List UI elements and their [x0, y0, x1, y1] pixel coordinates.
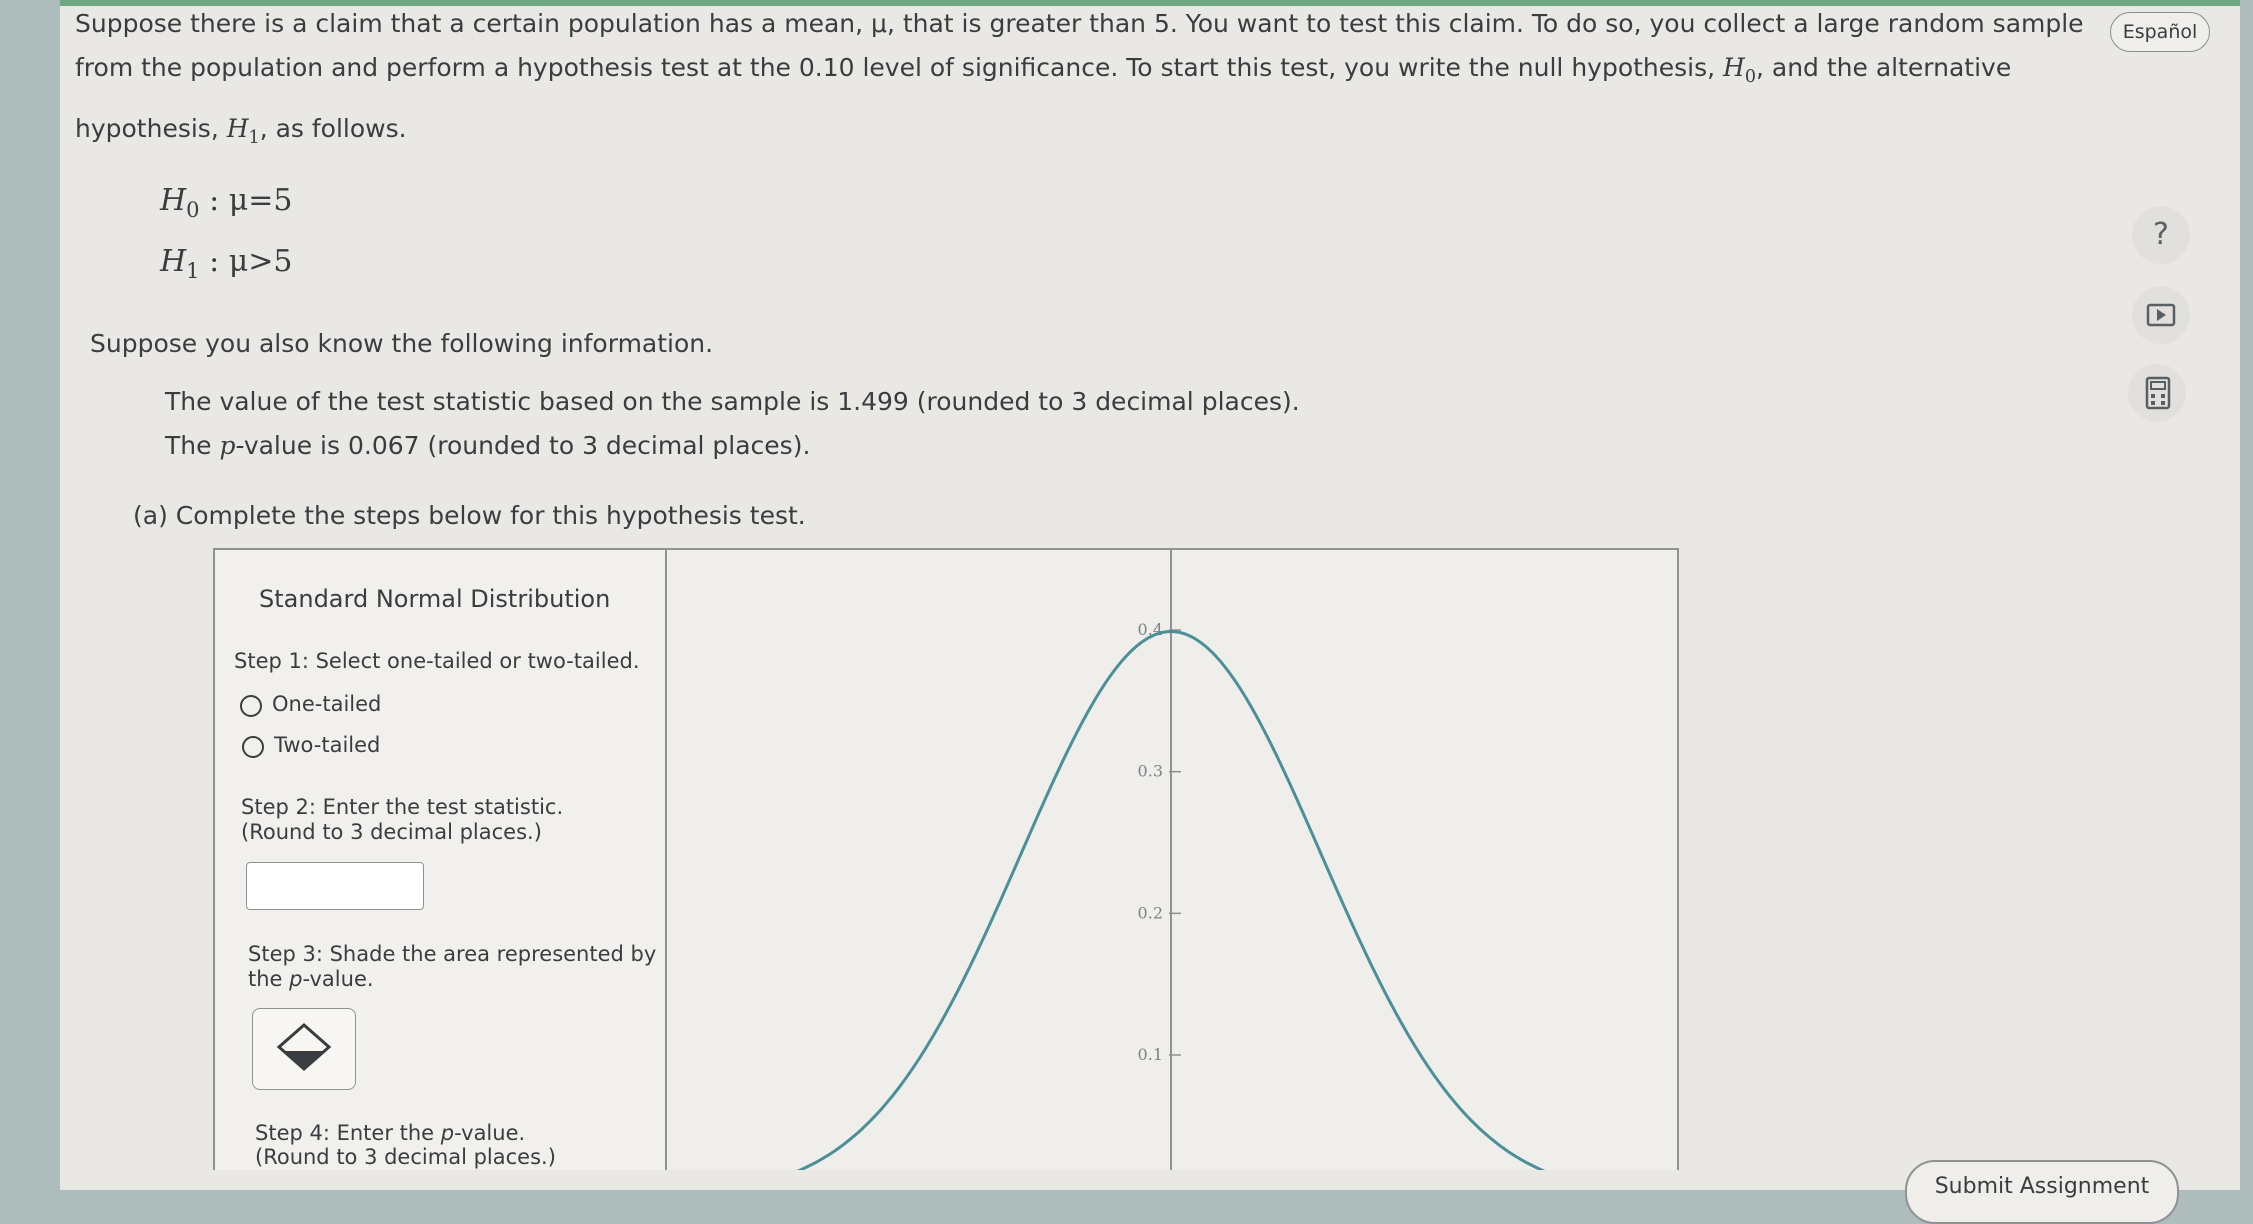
one-tailed-radio[interactable] — [240, 695, 262, 717]
one-tailed-label[interactable]: One-tailed — [272, 692, 382, 716]
test-statistic-line: The value of the test statistic based on the sample is 1.499 (rounded to 3 decimal places). — [165, 387, 1300, 416]
y-tick-label: 0.4 — [1137, 620, 1163, 639]
part-a-label: (a) Complete the steps below for this hypothesis test. — [133, 501, 806, 530]
normal-distribution-tool — [213, 548, 1679, 1170]
y-tick-label: 0.1 — [1137, 1045, 1163, 1064]
tool-title: Standard Normal Distribution — [259, 585, 611, 613]
video-icon[interactable] — [2132, 286, 2190, 344]
calculator-icon[interactable] — [2128, 364, 2186, 422]
shade-tool-icon — [253, 1009, 355, 1089]
problem-line-3: hypothesis, $H_1$, as follows. — [75, 114, 407, 148]
help-icon[interactable]: ? — [2132, 206, 2190, 264]
step2-round-note: (Round to 3 decimal places.) — [241, 820, 542, 844]
step2-label: Step 2: Enter the test statistic. — [241, 795, 564, 819]
y-tick-label: 0.3 — [1137, 761, 1163, 781]
null-hypothesis: $H_0$ : μ=5 — [160, 183, 293, 222]
step3-label-cont: the p-value. — [248, 967, 374, 991]
submit-assignment-button[interactable]: Submit Assignment — [1905, 1160, 2179, 1224]
step3-label: Step 3: Shade the area represented by — [248, 942, 657, 966]
normal-curve-chart — [666, 550, 1677, 1170]
step4-round-note: (Round to 3 decimal places.) — [255, 1145, 556, 1169]
two-tailed-radio[interactable] — [242, 736, 264, 758]
step1-label: Step 1: Select one-tailed or two-tailed. — [234, 649, 640, 673]
problem-line-2: from the population and perform a hypothesis test at the 0.10 level of significance. To start this test, you write the null hypothesis, $H_0$, and the alternative — [75, 53, 2012, 87]
step4-label: Step 4: Enter the p-value. — [255, 1121, 526, 1145]
espanol-button[interactable]: Español — [2110, 12, 2210, 52]
test-statistic-input[interactable] — [246, 862, 424, 910]
info-intro: Suppose you also know the following information. — [90, 329, 714, 358]
problem-paragraph — [75, 2, 2084, 160]
distribution-plot[interactable] — [666, 550, 1677, 1170]
shade-area-button[interactable] — [252, 1008, 356, 1090]
two-tailed-label[interactable]: Two-tailed — [274, 733, 381, 757]
steps-panel — [215, 550, 667, 1170]
y-tick-label: 0.2 — [1137, 903, 1163, 923]
problem-line-1: Suppose there is a claim that a certain population has a mean, μ, that is greater than 5. You want to test this claim. To do so, you collect a large random sample — [75, 9, 2084, 38]
p-value-line: The p-value is 0.067 (rounded to 3 decimal places). — [165, 431, 811, 460]
alternative-hypothesis: $H_1$ : μ>5 — [160, 244, 293, 283]
